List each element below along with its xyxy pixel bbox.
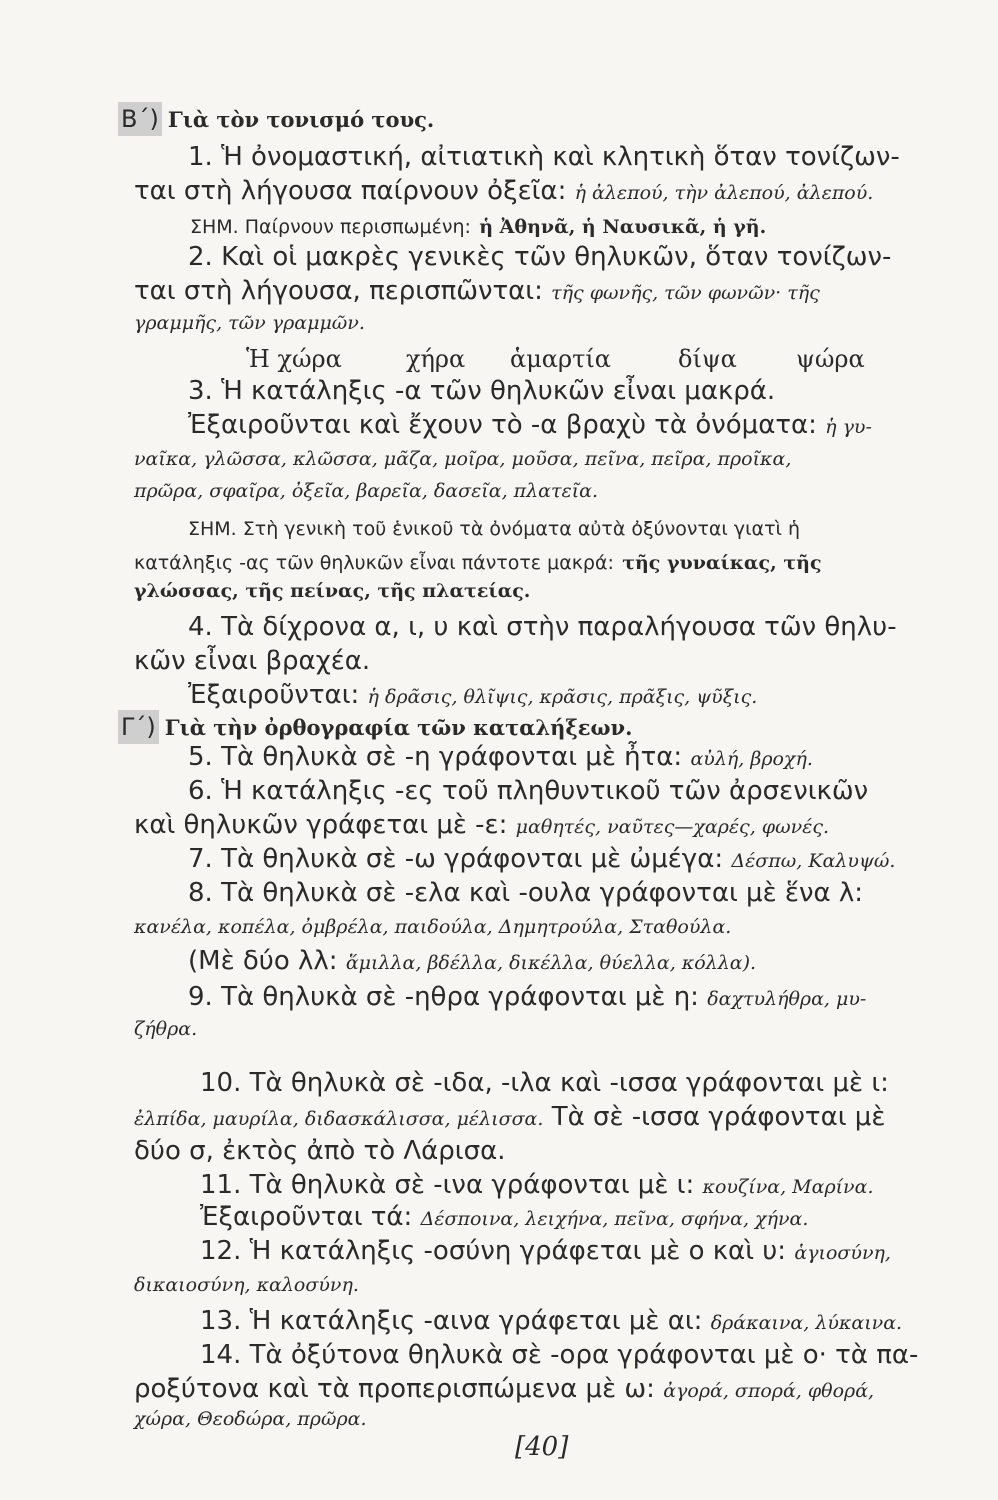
rule-1-line-2 [134, 174, 873, 210]
rule-4-line-2: κῶν εἶναι βραχέα. [134, 646, 371, 676]
rule-3-note-text: κατάληξις -ας τῶν θηλυκῶν εἶναι πάντοτε μακρά: [134, 552, 614, 574]
rule-5 [188, 740, 813, 776]
rule-5-examples: αὐλή, βροχή. [690, 748, 813, 770]
section-g-label: Γ΄) [118, 710, 159, 744]
word-2: χήρα [406, 345, 466, 373]
rule-11-text: 11. Τὰ θηλυκὰ σὲ -ινα γράφονται μὲ ι: [200, 1170, 695, 1200]
rule-11-line-2 [200, 1200, 808, 1236]
rule-11-line-1 [200, 1168, 873, 1204]
rule-13-examples: δράκαινα, λύκαινα. [710, 1312, 903, 1334]
rule-7 [188, 842, 895, 878]
rule-12-text: 12. Ἡ κατάληξις -οσύνη γράφεται μὲ ο καὶ υ: [200, 1236, 787, 1266]
rule-11-examples: κουζίνα, Μαρίνα. [702, 1176, 874, 1198]
rule-1-note-examples: ἡ Ἀθηνᾶ, ἡ Ναυσικᾶ, ἡ γῆ. [479, 216, 767, 238]
word-5: ψώρα [796, 345, 865, 373]
rule-3-examples: ἡ γυ- [825, 416, 872, 438]
rule-12-line-2: δικαιοσύνη, καλοσύνη. [134, 1274, 359, 1296]
rule-4-line-1: 4. Τὰ δίχρονα α, ι, υ καὶ στὴν παραλήγουσα τῶν θηλυ- [188, 612, 897, 642]
rule-5-text: 5. Τὰ θηλυκὰ σὲ -η γράφονται μὲ ἦτα: [188, 742, 683, 772]
rule-3-line-4: πρῶρα, σφαῖρα, ὀξεῖα, βαρεῖα, δασεῖα, πλατεῖα. [134, 480, 599, 502]
rule-12-examples: ἁγιοσύνη, [794, 1242, 891, 1264]
section-b-title: Γιὰ τὸν τονισμό τους. [167, 107, 435, 132]
rule-8-examples: ἅμιλλα, βδέλλα, δικέλλα, θύελλα, κόλλα). [345, 952, 757, 974]
rule-6-line-1: 6. Ἡ κατάληξις -ες τοῦ πληθυντικοῦ τῶν ἀρσενικῶν [188, 776, 869, 806]
rule-4-text: Ἐξαιροῦνται: [188, 680, 360, 710]
rule-2-line-3: γραμμῆς, τῶν γραμμῶν. [134, 312, 365, 334]
word-4: δίψα [678, 345, 737, 373]
rule-3-note-line-1: ΣΗΜ. Στὴ γενικὴ τοῦ ἑνικοῦ τὰ ὀνόματα αὐτὰ ὀξύνονται γιατὶ ἡ [188, 518, 801, 540]
section-b-label: Β΄) [118, 102, 162, 136]
rule-9-text: 9. Τὰ θηλυκὰ σὲ -ηθρα γράφονται μὲ η: [188, 982, 699, 1012]
rule-10-text-2: Τὰ σὲ -ισσα γράφονται μὲ [551, 1102, 886, 1132]
rule-2-text: ται στὴ λήγουσα, περισπῶνται: [134, 276, 543, 306]
rule-7-examples: Δέσπω, Καλυψώ. [731, 850, 896, 872]
rule-6-examples: μαθητές, ναῦτες—χαρές, φωνές. [515, 816, 830, 838]
rule-1-note [190, 208, 766, 244]
section-g-title: Γιὰ τὴν ὀρθογραφία τῶν καταλήξεων. [164, 715, 633, 740]
rule-13 [200, 1304, 902, 1340]
word-1: Ἡ χώρα [246, 345, 342, 373]
page-number: [40] [515, 1432, 569, 1462]
rule-10-line-2 [134, 1100, 885, 1136]
rule-3-note-line-3: γλώσσας, τῆς πείνας, τῆς πλατείας. [134, 580, 531, 602]
rule-14-text: ροξύτονα καὶ τὰ προπερισπώμενα μὲ ω: [134, 1374, 655, 1404]
rule-9-line-2: ζήθρα. [134, 1018, 198, 1040]
rule-3-line-2 [188, 408, 872, 444]
rule-10-line-1: 10. Τὰ θηλυκὰ σὲ -ιδα, -ιλα καὶ -ισσα γράφονται μὲ ι: [200, 1068, 889, 1098]
rule-10-examples: ἐλπίδα, μαυρίλα, διδασκάλισσα, μέλισσα. [134, 1108, 544, 1130]
rule-3-note-examples: τῆς γυναίκας, τῆς [622, 552, 822, 574]
rule-4-examples: ἡ δρᾶσις, θλῖψις, κρᾶσις, πρᾶξις, ψῦξις. [367, 686, 758, 708]
rule-1-line-1: 1. Ἡ ὀνομαστική, αἰτιατικὴ καὶ κλητικὴ ὅταν τονίζων- [188, 142, 900, 172]
section-b-heading [118, 102, 434, 137]
rule-6-text: καὶ θηλυκῶν γράφεται μὲ -ε: [134, 810, 508, 840]
rule-12-line-1 [200, 1234, 891, 1270]
rule-14-line-3: χώρα, Θεοδώρα, πρῶρα. [134, 1408, 367, 1430]
rule-3-line-3: ναῖκα, γλῶσσα, κλῶσσα, μᾶζα, μοῖρα, μοῦσα, πεῖνα, πεῖρα, προῖκα, [134, 448, 792, 470]
rule-2-examples: τῆς φωνῆς, τῶν φωνῶν· τῆς [551, 282, 820, 304]
rule-13-text: 13. Ἡ κατάληξις -αινα γράφεται μὲ αι: [200, 1306, 703, 1336]
rule-3-line-1: 3. Ἡ κατάληξις -α τῶν θηλυκῶν εἶναι μακρά. [188, 376, 776, 406]
rule-14-examples: ἀγορά, σπορά, φθορά, [663, 1380, 875, 1402]
rule-8-line-3 [188, 944, 756, 980]
word-3: ἁμαρτία [510, 345, 612, 373]
rule-14-line-1: 14. Τὰ ὀξύτονα θηλυκὰ σὲ -ορα γράφονται μὲ ο· τὰ πα- [200, 1340, 919, 1370]
rule-8-line-2: κανέλα, κοπέλα, ὀμβρέλα, παιδούλα, Δημητρούλα, Σταθούλα. [134, 916, 732, 938]
rule-8-text: (Μὲ δύο λλ: [188, 946, 338, 976]
rule-11-exceptions: Δέσποινα, λειχήνα, πεῖνα, σφήνα, χήνα. [420, 1208, 809, 1230]
rule-9-line-1 [188, 980, 866, 1016]
rule-2-line-1: 2. Καὶ οἱ μακρὲς γενικὲς τῶν θηλυκῶν, ὅταν τονίζων- [188, 242, 892, 272]
rule-6-line-2 [134, 808, 829, 844]
rule-10-line-3: δύο σ, ἐκτὸς ἀπὸ τὸ Λάρισα. [134, 1136, 506, 1166]
rule-3-text: Ἐξαιροῦνται καὶ ἔχουν τὸ -α βραχὺ τὰ ὀνόματα: [188, 410, 817, 440]
rule-2-line-2 [134, 274, 820, 310]
rule-1-examples: ἡ ἀλεπού, τὴν ἀλεπού, ἀλεπού. [574, 182, 874, 204]
rule-1-note-text: ΣΗΜ. Παίρνουν περισπωμένη: [190, 216, 471, 238]
rule-11-exceptions-text: Ἐξαιροῦνται τά: [200, 1202, 413, 1232]
rule-4-line-3 [188, 678, 757, 714]
rule-9-examples: δαχτυλήθρα, μυ- [707, 988, 867, 1010]
rule-8-line-1: 8. Τὰ θηλυκὰ σὲ -ελα καὶ -ουλα γράφονται μὲ ἕνα λ: [188, 878, 864, 908]
rule-7-text: 7. Τὰ θηλυκὰ σὲ -ω γράφονται μὲ ὠμέγα: [188, 844, 724, 874]
rule-1-text: ται στὴ λήγουσα παίρνουν ὀξεῖα: [134, 176, 567, 206]
